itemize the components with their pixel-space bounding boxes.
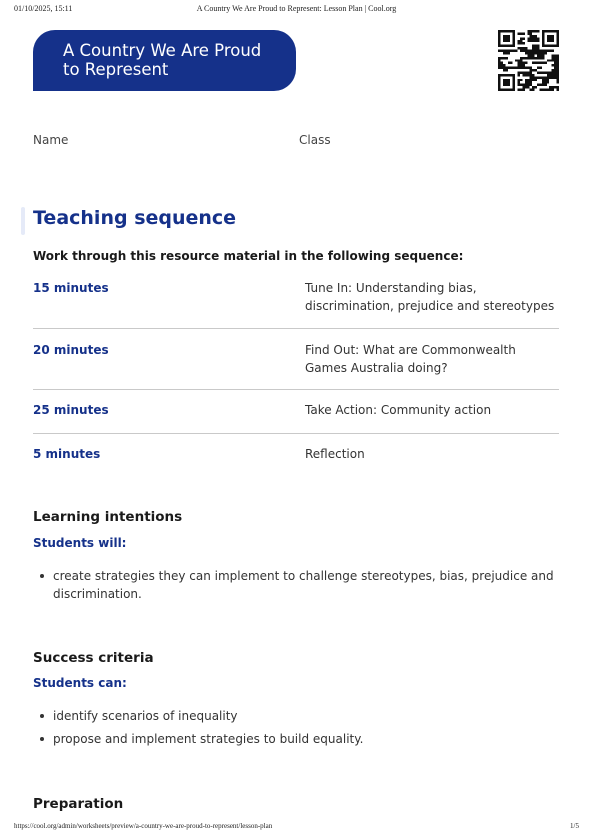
sequence-activity-line: Take Action: Community action [305,403,492,417]
sequence-activity-line: Games Australia doing? [305,361,448,375]
sequence-row [33,272,559,329]
lesson-title-line: to Represent [63,60,169,79]
teaching-sequence-table [33,272,559,474]
print-datetime: 01/10/2025, 15:11 [14,4,73,13]
print-page-title: A Country We Are Proud to Represent: Lesson Plan | Cool.org [196,4,397,13]
sequence-activity-line: Tune In: Understanding bias, [305,281,477,295]
sequence-activity [305,279,559,315]
sequence-row [33,434,559,474]
sequence-activity-line: Reflection [305,447,365,461]
sequence-activity [305,445,559,463]
learning-intentions-list [33,567,559,603]
print-footer [14,822,579,834]
sequence-activity-line: discrimination, prejudice and stereotypes [305,299,555,313]
learning-intentions-subheading: Students will: [33,536,127,550]
sequence-time: 15 minutes [33,281,109,295]
name-field-label: Name [33,133,69,147]
list-item-line: identify scenarios of inequality [53,709,238,723]
learning-intentions-heading: Learning intentions [33,509,183,525]
section-accent-bar [21,207,25,235]
sequence-time: 25 minutes [33,403,109,417]
teaching-sequence-intro: Work through this resource material in the following sequence: [33,249,464,263]
sequence-time: 20 minutes [33,343,109,357]
sequence-activity [305,401,559,419]
lesson-title [63,41,280,79]
list-item-line: create strategies they can implement to challenge stereotypes, bias, prejudice and [53,569,554,583]
qr-code-icon [498,30,559,91]
list-item-line: discrimination. [53,587,142,601]
teaching-sequence-heading: Teaching sequence [33,207,237,229]
class-field-label: Class [299,133,331,147]
lesson-title-line: A Country We Are Proud [63,41,262,60]
sequence-row [33,329,559,390]
list-item-line: propose and implement strategies to build equality. [53,732,364,746]
sequence-row [33,390,559,434]
sequence-activity-line: Find Out: What are Commonwealth [305,343,516,357]
sequence-activity [305,341,559,377]
success-criteria-list [33,707,559,748]
success-criteria-heading: Success criteria [33,650,154,666]
list-item [33,730,559,748]
list-item [33,567,559,603]
title-banner [33,30,296,91]
preparation-heading: Preparation [33,796,124,812]
print-page-number: 1/5 [570,822,579,830]
print-footer-url: https://cool.org/admin/worksheets/preview/a-country-we-are-proud-to-represent/lesson-plan [14,822,273,830]
print-header [14,4,579,18]
list-item [33,707,559,725]
success-criteria-subheading: Students can: [33,676,127,690]
sequence-time: 5 minutes [33,447,101,461]
